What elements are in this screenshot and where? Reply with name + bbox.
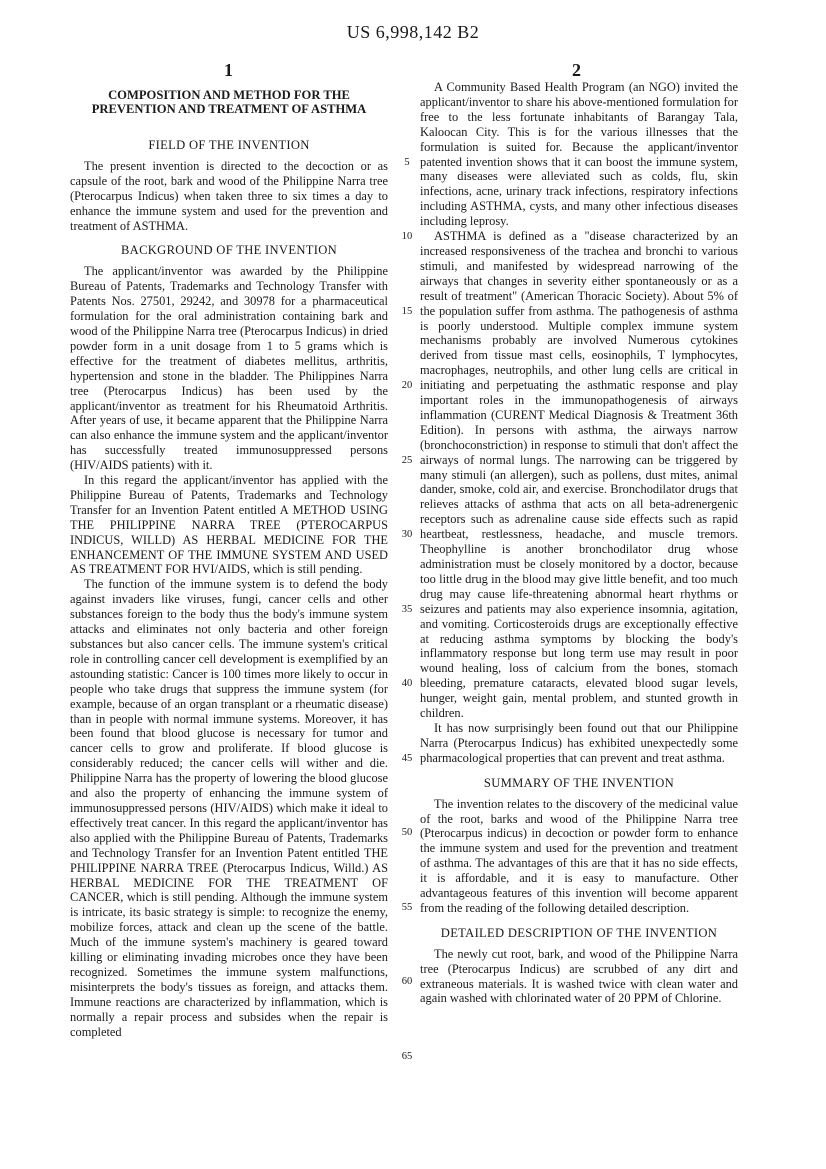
line-number: 40 <box>401 678 413 689</box>
community-program-paragraph: A Community Based Health Program (an NGO) invited the applicant/inventor to share his above-mentioned formulation for free to the less fortunate inhabitants of Barangay Tala, Kaloocan City. This is for the various illnesses that the formulation is suited for. Because the applicant/inventor patented invention shows that it can boost the immune system, many diseases were alleviated such as colds, flu, skin infections, acne, urinary track infections, respiratory infections including ASTHMA, cysts, and many other infectious diseases including leprosy. <box>420 80 738 229</box>
field-heading: FIELD OF THE INVENTION <box>148 138 310 152</box>
line-number: 20 <box>401 380 413 391</box>
summary-heading: SUMMARY OF THE INVENTION <box>483 775 675 790</box>
line-number: 15 <box>401 306 413 317</box>
background-paragraph-1: The applicant/inventor was awarded by the Philippine Bureau of Patents, Trademarks and Technology Transfer with Patents Nos. 27501, 29242, and 30978 for a pharmaceutical formulation for the oral administration containing bark and wood of the Philippine Narra tree (Pterocarpus Indicus) in dried powder form in a unit dosage from 1 to 5 grams which is effective for the treatment of diabetes mellitus, arthritis, hypertension and stone in the bladder. The Philippines Narra tree (Pterocarpus Indicus) has been used by the applicant/inventor as treatment for his Rheumatoid Arthritis. After years of use, it became apparent that the Philippine Narra can also enhance the immune system and the applicant/inventor has successfully treated immunosuppressed persons (HIV/AIDS patients) with it. <box>70 264 388 473</box>
line-number: 55 <box>401 902 413 913</box>
line-number: 50 <box>401 827 413 838</box>
line-number: 45 <box>401 753 413 764</box>
field-paragraph: The present invention is directed to the decoction or as capsule of the root, bark and wood of the Philippine Narra tree (Pterocarpus Indicus) when taken three to six times a day to enhance the immune system and used for the prevention and treatment of ASTHMA. <box>70 158 388 233</box>
line-number: 65 <box>401 1051 413 1062</box>
column-number-right: 2 <box>572 60 581 80</box>
right-column <box>420 80 738 1006</box>
patent-number: US 6,998,142 B2 <box>346 22 480 42</box>
background-paragraph-3: The function of the immune system is to defend the body against invaders like viruses, fungi, cancer cells and other substances foreign to the body thus the body's immune system attacks and eliminates not only bacteria and other foreign substances but also cancer cells. The immune system's critical role in controlling cancer cell development is exemplified by an astounding statistic: Cancer is 100 times more likely to occur in people who take drugs that suppress the immune system (for example, because of an organ transplant or a rheumatic disease) than in people with normal immune systems. Moreover, it has been found that blood glucose is necessary for tumor and cancer cells to grow and proliferate. If blood glucose is considerably reduced; the cancer cells will wither and die. Philippine Narra has the property of lowering the blood glucose and also the property of enhancing the immune system of immunosuppressed persons (HIV/AIDS) which make it ideal to effectively treat cancer. In this regard the applicant/inventor has also applied with the Philippine Bureau of Patents, Trademarks and Technology Transfer for an Invention Patent entitled THE PHILIPPINE NARRA TREE (Pterocarpus Indicus, Willd.) AS HERBAL MEDICINE FOR THE TREATMENT OF CANCER, which is still pending. Although the immune system is intricate, its basic strategy is simple: to recognize the enemy, mobilize forces, attack and clean up the scene of the battle. Much of the immune system's machinery is geared toward killing or eliminating invading microbes once they have been recognized. Sometimes the immune system malfunctions, misinterprets the body's tissues as foreign, and attacks them. Immune reactions are characterized by inflammation, which is normally a repair process and subsides when the repair is completed <box>70 577 388 1039</box>
background-paragraph-2: In this regard the applicant/inventor has applied with the Philippine Bureau of Patents, Trademarks and Technology Transfer for an Invention Patent entitled A METHOD USING THE PHILIPPINE NARRA TREE (PTEROCARPUS INDICUS, WILLD) AS HERBAL MEDICINE FOR THE ENHANCEMENT OF THE IMMUNE SYSTEM AND USED AS TREATMENT FOR HVI/AIDS, which is still pending. <box>70 473 388 577</box>
line-number: 25 <box>401 455 413 466</box>
finding-paragraph: It has now surprisingly been found out that our Philippine Narra (Pterocarpus Indicus) has exhibited unexpectedly some pharmacological properties that can prevent and treat asthma. <box>420 720 738 765</box>
summary-paragraph: The invention relates to the discovery of the medicinal value of the root, barks and wood of the Philippine Narra tree (Pterocarpus indicus) in decoction or powder form to enhance the immune system and used for the prevention and treatment of asthma. The advantages of this are that it has no side effects, it is affordable, and it is easy to manufacture. Other advantageous features of this invention will become apparent from the reading of the following detailed description. <box>420 796 738 915</box>
detailed-description-paragraph: The newly cut root, bark, and wood of the Philippine Narra tree (Pterocarpus Indicus) are scrubbed of any dirt and extraneous materials. It is washed twice with clean water and again washed with chlorinated water of 20 PPM of Chlorine. <box>420 946 738 1006</box>
line-number: 35 <box>401 604 413 615</box>
column-number-left: 1 <box>224 60 233 80</box>
patent-title: COMPOSITION AND METHOD FOR THE PREVENTION AND TREATMENT OF ASTHMA <box>91 88 367 116</box>
left-column <box>70 80 388 1039</box>
asthma-definition-paragraph: ASTHMA is defined as a "disease characterized by an increased responsiveness of the trachea and bronchi to various stimuli, and manifested by widespread narrowing of the airways that changes in severity either spontaneously or as a result of treatment" (American Thoracic Society). About 5% of the population suffer from asthma. The pathogenesis of asthma is poorly understood. Multiple complex immune system mechanisms probably are involved Numerous cytokines derived from tissue mast cells, eosinophils, T lymphocytes, macrophages, neutrophils, and other lung cells are critical in initiating and perpetuating the asthmatic response and play important roles in the immunopathogenesis of airways inflammation (CURENT Medical Diagnosis & Treatment 36th Edition). In persons with asthma, the airways narrow (bronchoconstriction) in response to stimuli that don't affect the airways of normal lungs. The narrowing can be triggered by many stimuli (an allergen), such as pollens, dust mites, animal dander, smoke, cold air, and exercise. Bronchodilator drugs that relieves attacks of asthma that acts on all beta-adrenergenic receptors such as adrenaline cause side effects such as rapid heartbeat, restlessness, headache, and muscle tremors. Theophylline is another bronchodilator drug whose administration must be closely monitored by a doctor, because too little drug in the blood may give little benefit, and too much drug may cause life-threatening abnormal heart rhythms or seizures and patients may also experience insomnia, agitation, and vomiting. Corticosteroids drugs are exceptionally effective at reducing asthma symptoms by blocking the body's inflammatory response but long term use may result in poor wound healing, loss of calcium from the bones, stomach bleeding, premature cataracts, elevated blood sugar levels, hunger, weight gain, mental problem, and stunted growth in children. <box>420 229 738 721</box>
line-number: 5 <box>404 157 410 168</box>
detailed-description-heading: DETAILED DESCRIPTION OF THE INVENTION <box>440 925 718 940</box>
background-heading: BACKGROUND OF THE INVENTION <box>120 243 337 258</box>
line-number: 60 <box>401 976 413 987</box>
line-number: 30 <box>401 529 413 540</box>
line-number: 10 <box>401 231 413 242</box>
